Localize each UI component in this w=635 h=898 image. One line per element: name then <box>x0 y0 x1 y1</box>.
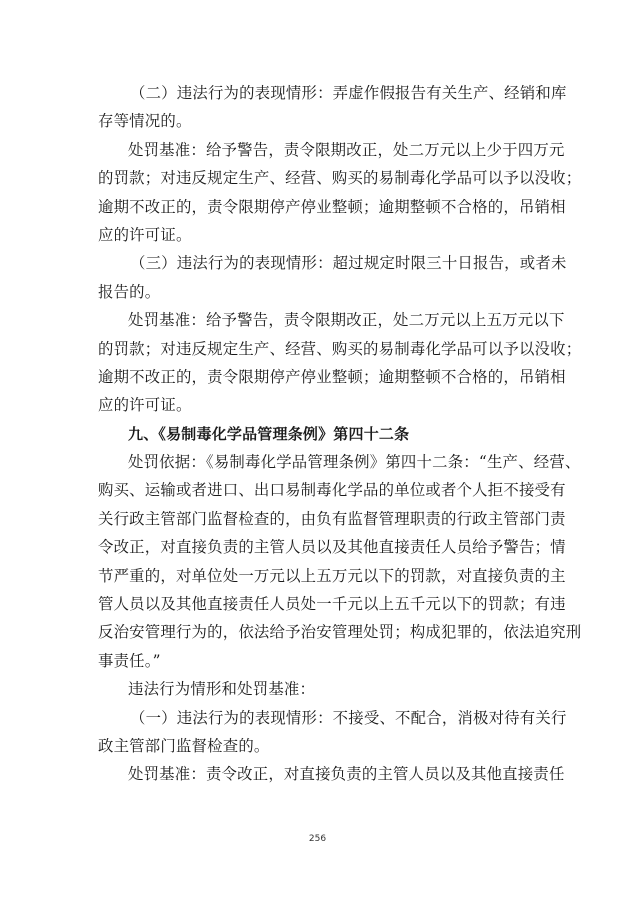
text-line: 处罚依据：《易制毒化学品管理条例》第四十二条：“生产、经营、 <box>128 453 581 472</box>
text-line: 存等情况的。 <box>98 112 192 131</box>
text-line: （一）违法行为的表现情形：不接受、不配合，消极对待有关行 <box>130 708 567 727</box>
text-line: 反治安管理行为的，依法给予治安管理处罚；构成犯罪的，依法追究刑 <box>98 623 582 642</box>
text-line: （三）违法行为的表现情形：超过规定时限三十日报告，或者未 <box>130 254 567 273</box>
text-line: 应的许可证。 <box>98 396 192 415</box>
text-line: 报告的。 <box>98 282 161 301</box>
text-line: （二）违法行为的表现情形：弄虚作假报告有关生产、经销和库 <box>130 84 567 102</box>
text-line: 关行政主管部门监督检查的，由负有监督管理职责的行政主管部门责 <box>98 509 566 528</box>
text-line: 逾期不改正的，责令限期停产停业整顿；逾期整顿不合格的，吊销相 <box>98 197 566 216</box>
text-line: 政主管部门监督检查的。 <box>98 736 270 755</box>
text-line: 节严重的，对单位处一万元以上五万元以下的罚款，对直接负责的主 <box>98 566 566 585</box>
text-line: 事责任。” <box>98 651 161 670</box>
text-line: 处罚基准：责令改正，对直接负责的主管人员以及其他直接责任 <box>128 765 565 784</box>
page-number: 256 <box>308 834 327 844</box>
document-body <box>98 84 582 794</box>
text-line: 违法行为情形和处罚基准： <box>128 680 316 699</box>
section-heading: 九、《易制毒化学品管理条例》第四十二条 <box>128 424 410 443</box>
text-line: 购买、运输或者进口、出口易制毒化学品的单位或者个人拒不接受有 <box>98 481 566 500</box>
text-line: 的罚款；对违反规定生产、经营、购买的易制毒化学品可以予以没收； <box>98 169 582 188</box>
text-line: 令改正，对直接负责的主管人员以及其他直接责任人员给予警告；情 <box>98 538 566 557</box>
text-line: 管人员以及其他直接责任人员处一千元以上五千元以下的罚款；有违 <box>98 595 566 614</box>
text-line: 处罚基准：给予警告，责令限期改正，处二万元以上五万元以下 <box>128 311 565 330</box>
text-line: 逾期不改正的，责令限期停产停业整顿；逾期整顿不合格的，吊销相 <box>98 367 566 386</box>
text-line: 的罚款；对违反规定生产、经营、购买的易制毒化学品可以予以没收； <box>98 339 582 358</box>
text-line: 应的许可证。 <box>98 225 192 244</box>
text-line: 处罚基准：给予警告，责令限期改正，处二万元以上少于四万元 <box>128 140 565 159</box>
